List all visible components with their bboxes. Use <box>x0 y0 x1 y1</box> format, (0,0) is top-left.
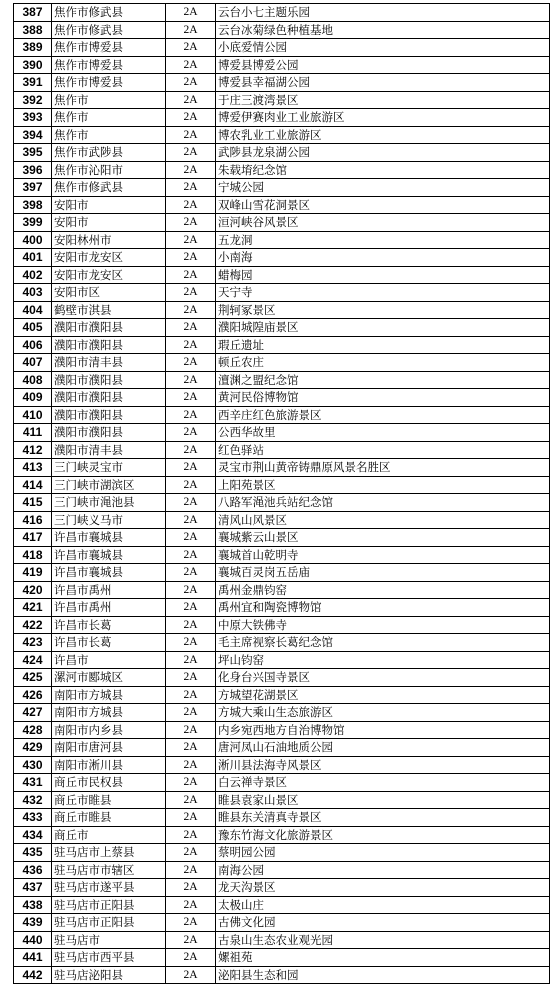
scenic-name-cell: 于庄三渡湾景区 <box>216 91 550 109</box>
table-row <box>14 301 550 319</box>
location-cell: 南阳市唐河县 <box>52 739 166 757</box>
scenic-name-cell: 蔡明园公园 <box>216 844 550 862</box>
level-cell: 2A <box>166 266 216 284</box>
level-cell: 2A <box>166 494 216 512</box>
row-number-cell: 408 <box>14 371 52 389</box>
level-cell: 2A <box>166 424 216 442</box>
row-number-cell: 391 <box>14 74 52 92</box>
scenic-name-cell: 黄河民俗博物馆 <box>216 389 550 407</box>
row-number-cell: 418 <box>14 546 52 564</box>
row-number-cell: 423 <box>14 634 52 652</box>
location-cell: 焦作市 <box>52 91 166 109</box>
table-row <box>14 249 550 267</box>
level-cell: 2A <box>166 669 216 687</box>
scenic-name-cell: 嫘祖苑 <box>216 949 550 967</box>
row-number-cell: 410 <box>14 406 52 424</box>
scenic-name-cell: 博爱县博爱公园 <box>216 56 550 74</box>
location-cell: 安阳市 <box>52 214 166 232</box>
row-number-cell: 402 <box>14 266 52 284</box>
scenic-name-cell: 小底爱情公园 <box>216 39 550 57</box>
location-cell: 驻马店泌阳县 <box>52 966 166 984</box>
location-cell: 许昌市长葛 <box>52 616 166 634</box>
table-row <box>14 494 550 512</box>
row-number-cell: 400 <box>14 231 52 249</box>
table-row <box>14 931 550 949</box>
scenic-name-cell: 红色驿站 <box>216 441 550 459</box>
location-cell: 安阳市 <box>52 196 166 214</box>
level-cell: 2A <box>166 249 216 267</box>
table-row <box>14 336 550 354</box>
scenic-name-cell: 古佛文化园 <box>216 914 550 932</box>
level-cell: 2A <box>166 56 216 74</box>
table-body <box>14 4 550 984</box>
table-row <box>14 371 550 389</box>
row-number-cell: 429 <box>14 739 52 757</box>
table-row <box>14 91 550 109</box>
row-number-cell: 411 <box>14 424 52 442</box>
level-cell: 2A <box>166 809 216 827</box>
row-number-cell: 394 <box>14 126 52 144</box>
level-cell: 2A <box>166 336 216 354</box>
location-cell: 濮阳市濮阳县 <box>52 336 166 354</box>
location-cell: 焦作市博爱县 <box>52 74 166 92</box>
table-row <box>14 476 550 494</box>
location-cell: 濮阳市濮阳县 <box>52 406 166 424</box>
scenic-name-cell: 襄城首山乾明寺 <box>216 546 550 564</box>
scenic-name-cell: 濮阳城隍庙景区 <box>216 319 550 337</box>
location-cell: 商丘市 <box>52 826 166 844</box>
location-cell: 驻马店市西平县 <box>52 949 166 967</box>
location-cell: 焦作市沁阳市 <box>52 161 166 179</box>
location-cell: 濮阳市清丰县 <box>52 441 166 459</box>
location-cell: 商丘市民权县 <box>52 774 166 792</box>
location-cell: 商丘市睢县 <box>52 809 166 827</box>
level-cell: 2A <box>166 529 216 547</box>
row-number-cell: 393 <box>14 109 52 127</box>
table-row <box>14 686 550 704</box>
level-cell: 2A <box>166 634 216 652</box>
level-cell: 2A <box>166 161 216 179</box>
row-number-cell: 424 <box>14 651 52 669</box>
scenic-name-cell: 睢县袁家山景区 <box>216 791 550 809</box>
location-cell: 许昌市禹州 <box>52 599 166 617</box>
level-cell: 2A <box>166 651 216 669</box>
scenic-name-cell: 天宁寺 <box>216 284 550 302</box>
level-cell: 2A <box>166 826 216 844</box>
scenic-name-cell: 云台小七主题乐园 <box>216 4 550 22</box>
row-number-cell: 397 <box>14 179 52 197</box>
row-number-cell: 442 <box>14 966 52 984</box>
level-cell: 2A <box>166 704 216 722</box>
level-cell: 2A <box>166 564 216 582</box>
level-cell: 2A <box>166 966 216 984</box>
row-number-cell: 396 <box>14 161 52 179</box>
table-row <box>14 161 550 179</box>
location-cell: 焦作市修武县 <box>52 21 166 39</box>
row-number-cell: 430 <box>14 756 52 774</box>
level-cell: 2A <box>166 511 216 529</box>
table-row <box>14 389 550 407</box>
level-cell: 2A <box>166 284 216 302</box>
scenic-name-cell: 太极山庄 <box>216 896 550 914</box>
table-row <box>14 791 550 809</box>
table-row <box>14 966 550 984</box>
scenic-name-cell: 八路军渑池兵站纪念馆 <box>216 494 550 512</box>
table-row <box>14 914 550 932</box>
table-row <box>14 739 550 757</box>
scenic-name-cell: 白云禅寺景区 <box>216 774 550 792</box>
scenic-name-cell: 襄城紫云山景区 <box>216 529 550 547</box>
scenic-name-cell: 五龙洞 <box>216 231 550 249</box>
table-row <box>14 861 550 879</box>
scenic-name-cell: 小南海 <box>216 249 550 267</box>
table-row <box>14 266 550 284</box>
scenic-name-cell: 毛主席视察长葛纪念馆 <box>216 634 550 652</box>
table-row <box>14 564 550 582</box>
location-cell: 焦作市武陟县 <box>52 144 166 162</box>
location-cell: 许昌市 <box>52 651 166 669</box>
row-number-cell: 388 <box>14 21 52 39</box>
table-row <box>14 809 550 827</box>
location-cell: 安阳市区 <box>52 284 166 302</box>
scenic-name-cell: 睢县东关清真寺景区 <box>216 809 550 827</box>
level-cell: 2A <box>166 756 216 774</box>
level-cell: 2A <box>166 109 216 127</box>
table-row <box>14 774 550 792</box>
row-number-cell: 437 <box>14 879 52 897</box>
level-cell: 2A <box>166 406 216 424</box>
table-row <box>14 546 550 564</box>
location-cell: 漯河市郾城区 <box>52 669 166 687</box>
scenic-name-cell: 西辛庄红色旅游景区 <box>216 406 550 424</box>
row-number-cell: 417 <box>14 529 52 547</box>
row-number-cell: 434 <box>14 826 52 844</box>
location-cell: 驻马店市 <box>52 931 166 949</box>
location-cell: 南阳市方城县 <box>52 686 166 704</box>
location-cell: 濮阳市濮阳县 <box>52 371 166 389</box>
row-number-cell: 431 <box>14 774 52 792</box>
level-cell: 2A <box>166 196 216 214</box>
scenic-name-cell: 方城大乘山生态旅游区 <box>216 704 550 722</box>
scenic-name-cell: 泌阳县生态和园 <box>216 966 550 984</box>
location-cell: 驻马店市市辖区 <box>52 861 166 879</box>
location-cell: 鹤壁市淇县 <box>52 301 166 319</box>
row-number-cell: 398 <box>14 196 52 214</box>
row-number-cell: 421 <box>14 599 52 617</box>
scenic-name-cell: 瑕丘遗址 <box>216 336 550 354</box>
location-cell: 濮阳市清丰县 <box>52 354 166 372</box>
scenic-name-cell: 宁城公园 <box>216 179 550 197</box>
scenic-name-cell: 内乡宛西地方自治博物馆 <box>216 721 550 739</box>
row-number-cell: 389 <box>14 39 52 57</box>
row-number-cell: 403 <box>14 284 52 302</box>
table-row <box>14 949 550 967</box>
scenic-name-cell: 朱载堉纪念馆 <box>216 161 550 179</box>
scenic-name-cell: 禹州宜和陶瓷博物馆 <box>216 599 550 617</box>
table-row <box>14 634 550 652</box>
scenic-name-cell: 博爱县幸福湖公园 <box>216 74 550 92</box>
table-row <box>14 406 550 424</box>
scenic-name-cell: 淅川县法海寺风景区 <box>216 756 550 774</box>
location-cell: 焦作市 <box>52 126 166 144</box>
row-number-cell: 420 <box>14 581 52 599</box>
level-cell: 2A <box>166 931 216 949</box>
scenic-name-cell: 龙天沟景区 <box>216 879 550 897</box>
level-cell: 2A <box>166 879 216 897</box>
location-cell: 安阳林州市 <box>52 231 166 249</box>
location-cell: 南阳市淅川县 <box>52 756 166 774</box>
row-number-cell: 401 <box>14 249 52 267</box>
location-cell: 安阳市龙安区 <box>52 266 166 284</box>
scenic-name-cell: 武陟县龙泉湖公园 <box>216 144 550 162</box>
table-row <box>14 459 550 477</box>
row-number-cell: 439 <box>14 914 52 932</box>
level-cell: 2A <box>166 4 216 22</box>
scenic-name-cell: 云台冰菊绿色种植基地 <box>216 21 550 39</box>
level-cell: 2A <box>166 319 216 337</box>
location-cell: 三门峡市湖滨区 <box>52 476 166 494</box>
location-cell: 许昌市长葛 <box>52 634 166 652</box>
scenic-name-cell: 蜡梅园 <box>216 266 550 284</box>
row-number-cell: 387 <box>14 4 52 22</box>
scenic-name-cell: 豫东竹海文化旅游景区 <box>216 826 550 844</box>
level-cell: 2A <box>166 301 216 319</box>
level-cell: 2A <box>166 791 216 809</box>
row-number-cell: 433 <box>14 809 52 827</box>
row-number-cell: 438 <box>14 896 52 914</box>
location-cell: 许昌市襄城县 <box>52 546 166 564</box>
table-row <box>14 896 550 914</box>
scenic-area-table <box>13 3 550 984</box>
table-row <box>14 424 550 442</box>
row-number-cell: 440 <box>14 931 52 949</box>
row-number-cell: 422 <box>14 616 52 634</box>
row-number-cell: 415 <box>14 494 52 512</box>
row-number-cell: 428 <box>14 721 52 739</box>
table-row <box>14 441 550 459</box>
table-row <box>14 704 550 722</box>
row-number-cell: 416 <box>14 511 52 529</box>
scenic-name-cell: 荆轲冢景区 <box>216 301 550 319</box>
row-number-cell: 427 <box>14 704 52 722</box>
level-cell: 2A <box>166 74 216 92</box>
location-cell: 安阳市龙安区 <box>52 249 166 267</box>
location-cell: 焦作市 <box>52 109 166 127</box>
table-row <box>14 721 550 739</box>
level-cell: 2A <box>166 179 216 197</box>
location-cell: 焦作市修武县 <box>52 4 166 22</box>
scenic-name-cell: 灵宝市荆山黄帝铸鼎原风景名胜区 <box>216 459 550 477</box>
table-row <box>14 4 550 22</box>
level-cell: 2A <box>166 686 216 704</box>
location-cell: 南阳市方城县 <box>52 704 166 722</box>
level-cell: 2A <box>166 441 216 459</box>
row-number-cell: 409 <box>14 389 52 407</box>
level-cell: 2A <box>166 476 216 494</box>
table-row <box>14 74 550 92</box>
level-cell: 2A <box>166 844 216 862</box>
table-row <box>14 599 550 617</box>
row-number-cell: 392 <box>14 91 52 109</box>
level-cell: 2A <box>166 739 216 757</box>
table-row <box>14 651 550 669</box>
table-row <box>14 196 550 214</box>
row-number-cell: 425 <box>14 669 52 687</box>
scenic-name-cell: 南海公园 <box>216 861 550 879</box>
level-cell: 2A <box>166 616 216 634</box>
level-cell: 2A <box>166 581 216 599</box>
table-row <box>14 669 550 687</box>
scenic-name-cell: 坪山钧窑 <box>216 651 550 669</box>
table-row <box>14 109 550 127</box>
scenic-name-cell: 上阳苑景区 <box>216 476 550 494</box>
table-row <box>14 581 550 599</box>
location-cell: 三门峡义马市 <box>52 511 166 529</box>
scenic-name-cell: 博农乳业工业旅游区 <box>216 126 550 144</box>
level-cell: 2A <box>166 91 216 109</box>
scenic-name-cell: 洹河峡谷风景区 <box>216 214 550 232</box>
level-cell: 2A <box>166 774 216 792</box>
scenic-name-cell: 清风山风景区 <box>216 511 550 529</box>
scenic-name-cell: 中原大铁佛寺 <box>216 616 550 634</box>
scenic-name-cell: 唐河凤山石油地质公园 <box>216 739 550 757</box>
level-cell: 2A <box>166 126 216 144</box>
location-cell: 焦作市博爱县 <box>52 39 166 57</box>
scenic-name-cell: 方城望花湖景区 <box>216 686 550 704</box>
level-cell: 2A <box>166 214 216 232</box>
row-number-cell: 419 <box>14 564 52 582</box>
table-row <box>14 826 550 844</box>
row-number-cell: 404 <box>14 301 52 319</box>
location-cell: 驻马店市正阳县 <box>52 896 166 914</box>
table-row <box>14 756 550 774</box>
table-row <box>14 21 550 39</box>
scenic-name-cell: 古泉山生态农业观光园 <box>216 931 550 949</box>
table-row <box>14 511 550 529</box>
row-number-cell: 406 <box>14 336 52 354</box>
table-row <box>14 56 550 74</box>
scenic-name-cell: 襄城百灵岗五岳庙 <box>216 564 550 582</box>
table-row <box>14 214 550 232</box>
row-number-cell: 432 <box>14 791 52 809</box>
row-number-cell: 435 <box>14 844 52 862</box>
table-row <box>14 284 550 302</box>
table-row <box>14 179 550 197</box>
location-cell: 三门峡灵宝市 <box>52 459 166 477</box>
table-row <box>14 616 550 634</box>
level-cell: 2A <box>166 39 216 57</box>
location-cell: 许昌市襄城县 <box>52 529 166 547</box>
scenic-name-cell: 澶渊之盟纪念馆 <box>216 371 550 389</box>
scenic-name-cell: 双峰山雪花洞景区 <box>216 196 550 214</box>
row-number-cell: 407 <box>14 354 52 372</box>
table-row <box>14 319 550 337</box>
table-row <box>14 144 550 162</box>
scenic-name-cell: 公西华故里 <box>216 424 550 442</box>
location-cell: 濮阳市濮阳县 <box>52 424 166 442</box>
level-cell: 2A <box>166 459 216 477</box>
level-cell: 2A <box>166 721 216 739</box>
level-cell: 2A <box>166 389 216 407</box>
table-row <box>14 39 550 57</box>
location-cell: 驻马店市上蔡县 <box>52 844 166 862</box>
level-cell: 2A <box>166 144 216 162</box>
level-cell: 2A <box>166 21 216 39</box>
location-cell: 濮阳市濮阳县 <box>52 389 166 407</box>
location-cell: 南阳市内乡县 <box>52 721 166 739</box>
table-row <box>14 354 550 372</box>
level-cell: 2A <box>166 914 216 932</box>
row-number-cell: 426 <box>14 686 52 704</box>
row-number-cell: 405 <box>14 319 52 337</box>
level-cell: 2A <box>166 861 216 879</box>
location-cell: 濮阳市濮阳县 <box>52 319 166 337</box>
row-number-cell: 412 <box>14 441 52 459</box>
scenic-name-cell: 化身台兴国寺景区 <box>216 669 550 687</box>
scenic-name-cell: 顿丘农庄 <box>216 354 550 372</box>
level-cell: 2A <box>166 949 216 967</box>
level-cell: 2A <box>166 599 216 617</box>
location-cell: 商丘市睢县 <box>52 791 166 809</box>
level-cell: 2A <box>166 546 216 564</box>
row-number-cell: 414 <box>14 476 52 494</box>
location-cell: 许昌市襄城县 <box>52 564 166 582</box>
location-cell: 三门峡市渑池县 <box>52 494 166 512</box>
level-cell: 2A <box>166 354 216 372</box>
location-cell: 焦作市博爱县 <box>52 56 166 74</box>
row-number-cell: 441 <box>14 949 52 967</box>
row-number-cell: 413 <box>14 459 52 477</box>
table-row <box>14 844 550 862</box>
scenic-name-cell: 博爱伊赛肉业工业旅游区 <box>216 109 550 127</box>
scenic-name-cell: 禹州金鼎钧窑 <box>216 581 550 599</box>
row-number-cell: 399 <box>14 214 52 232</box>
location-cell: 驻马店市正阳县 <box>52 914 166 932</box>
location-cell: 焦作市修武县 <box>52 179 166 197</box>
level-cell: 2A <box>166 896 216 914</box>
table-row <box>14 126 550 144</box>
table-row <box>14 879 550 897</box>
row-number-cell: 390 <box>14 56 52 74</box>
location-cell: 驻马店市遂平县 <box>52 879 166 897</box>
row-number-cell: 395 <box>14 144 52 162</box>
level-cell: 2A <box>166 371 216 389</box>
row-number-cell: 436 <box>14 861 52 879</box>
level-cell: 2A <box>166 231 216 249</box>
table-row <box>14 529 550 547</box>
location-cell: 许昌市禹州 <box>52 581 166 599</box>
table-row <box>14 231 550 249</box>
